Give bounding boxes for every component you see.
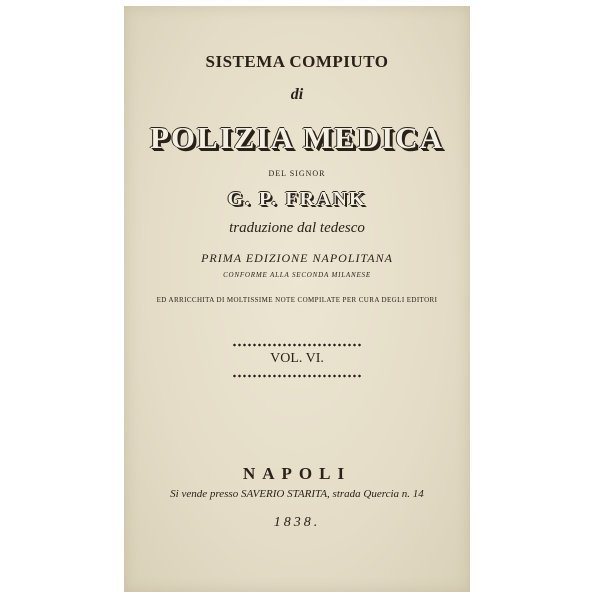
author-name: G. P. FRANK: [227, 188, 367, 210]
ornamental-rule-top: [232, 342, 362, 348]
arricchita-line: ED ARRICCHITA DI MOLTISSIME NOTE COMPILATE PER CURA DEGLI EDITORI: [156, 296, 438, 304]
volume-label: VOL. VI.: [270, 351, 324, 366]
year-label: 1838.: [273, 515, 321, 530]
title-page: [124, 6, 470, 592]
del-signor-line: DEL SIGNOR: [268, 169, 326, 178]
title-line: SISTEMA COMPIUTO: [205, 52, 389, 71]
city-label: NAPOLI: [242, 464, 352, 483]
translation-line: traduzione dal tedesco: [229, 220, 365, 236]
conforme-line: CONFORME ALLA SECONDA MILANESE: [223, 271, 371, 279]
main-title: POLIZIA MEDICA: [149, 120, 445, 155]
edition-line: PRIMA EDIZIONE NAPOLITANA: [201, 251, 393, 265]
di-line: di: [290, 86, 304, 103]
publisher-line: Si vende presso SAVERIO STARITA, strada Quercia n. 14: [170, 488, 424, 500]
ornamental-rule-bottom: [232, 373, 362, 379]
